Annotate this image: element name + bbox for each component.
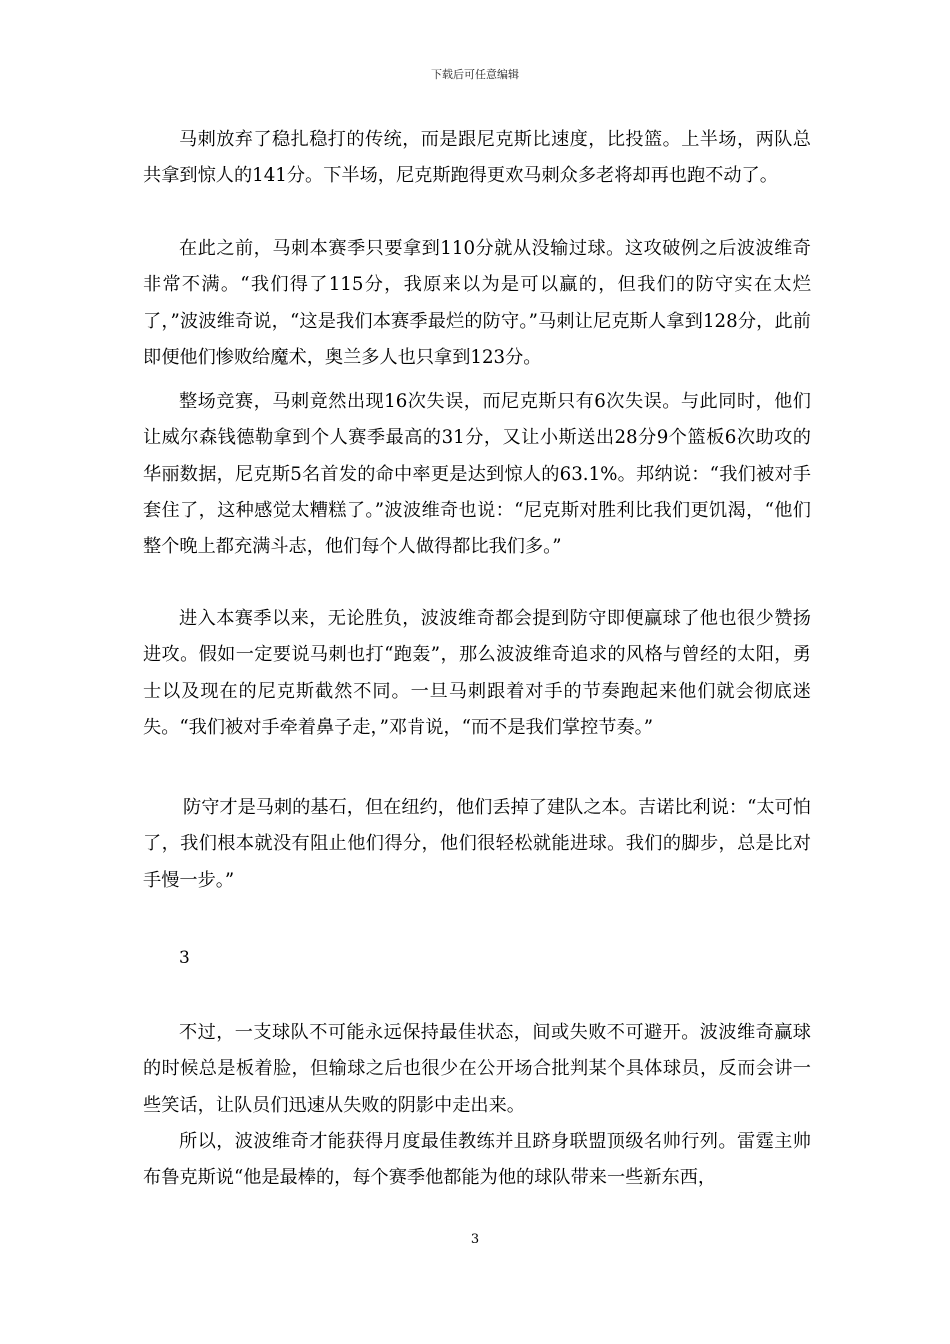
- section-number: 3: [179, 948, 190, 968]
- header-note: 下载后可任意编辑: [431, 68, 519, 81]
- paragraph: 不过，一支球队不可能永远保持最佳状态，间或失败不可避开。波波维奇赢球的时候总是板着脸，但输球之后也很少在公开场合批判某个具体球员，反而会讲一些笑话，让队员们迅速从失败的阴影中走出来。: [143, 1022, 811, 1116]
- paragraph: 整场竞赛，马刺竟然出现16次失误，而尼克斯只有6次失误。与此同时，他们让威尔森钱德勒拿到个人赛季最高的31分，又让小斯送出28分9个篮板6次助攻的华丽数据，尼克斯5名首发的命中率更是达到惊人的63.1%。邦纳说：“我们被对手套住了，这种感觉太糟糕了。”波波维奇也说：“尼克斯对胜利比我们更饥渴，“他们整个晚上都充满斗志，他们每个人做得都比我们多。”: [143, 391, 811, 558]
- paragraph: 马刺放弃了稳扎稳打的传统，而是跟尼克斯比速度，比投篮。上半场，两队总共拿到惊人的141分。下半场，尼克斯跑得更欢马刺众多老将却再也跑不动了。: [143, 129, 811, 187]
- page-number: 3: [470, 1232, 480, 1247]
- paragraph: 在此之前，马刺本赛季只要拿到110分就从没输过球。这攻破例之后波波维奇非常不满。“我们得了115分，我原来以为是可以赢的，但我们的防守实在太烂了，”波波维奇说，“这是我们本赛季最烂的防守。”马刺让尼克斯人拿到128分，此前即便他们惨败给魔术，奥兰多人也只拿到123分。: [143, 238, 811, 368]
- paragraph: 进入本赛季以来，无论胜负，波波维奇都会提到防守即便赢球了他也很少赞扬进攻。假如一定要说马刺也打“跑轰”，那么波波维奇追求的风格与曾经的太阳，勇士以及现在的尼克斯截然不同。一旦马刺跟着对手的节奏跑起来他们就会彻底迷失。“我们被对手牵着鼻子走，”邓肯说，“而不是我们掌控节奏。”: [143, 608, 811, 738]
- paragraph: 所以，波波维奇才能获得月度最佳教练并且跻身联盟顶级名帅行列。雷霆主帅布鲁克斯说“他是最棒的，每个赛季他都能为他的球队带来一些新东西，: [143, 1131, 811, 1189]
- paragraph: 防守才是马刺的基石，但在纽约，他们丢掉了建队之本。吉诺比利说：“太可怕了，我们根本就没有阻止他们得分，他们很轻松就能进球。我们的脚步，总是比对手慢一步。”: [143, 797, 811, 891]
